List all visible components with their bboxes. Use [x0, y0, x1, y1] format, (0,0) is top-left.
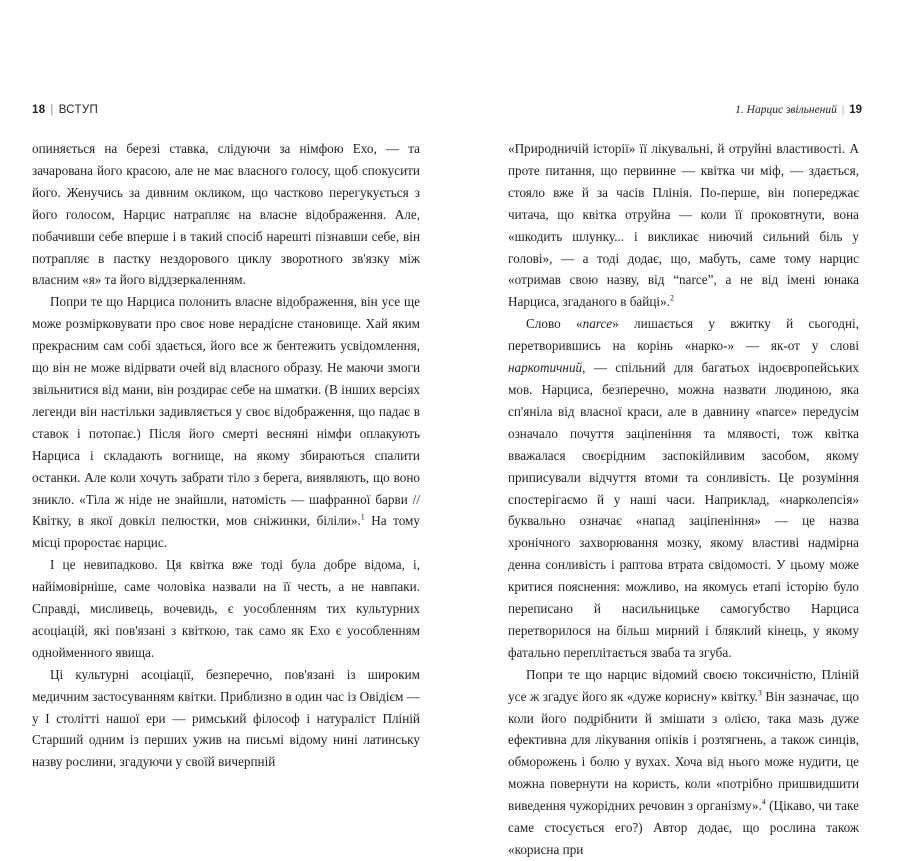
paragraph-text: «Природничій історії» її лікувальні, й отруйні властивості. А проте питання, що первинне — квітка чи міф, — здається, стояло вже й за часів Плінія. По-перше, він попереджає читача, що квітка отруйна — коли її проковтнути, вона «шкодить шлунку... і викликає ниючий сильний біль у голові», — а тоді додає, що, мабуть, саме тому нарцис «отримав свою назву, від “narce”, а не від імені юнака Нарциса, згаданого в байці».: [508, 141, 859, 310]
chapter-title: 1. Нарцис звільнений: [735, 104, 837, 116]
paragraph: І це невипадково. Ця квітка вже тоді була добре відома, і, найімовірніше, саме чоловіка назвали на її честь, а не навпаки. Справді, мисливець, вочевидь, є уособленням тих культурних асоціацій, які пов'язані з квіткою, так само як Ехо є уособленням однойменного явища.: [32, 557, 420, 660]
left-body-text: [32, 138, 420, 773]
paragraph-text: , — спільний для багатьох індоєвропейських мов. Нарциса, безперечно, можна назвати людиною, яка сп'яніла від власної краси, але в давнину «narce» передусім означало почуття заціпеніння та млявості, тож квітка вважалася своєрідним заспокійливим засобом, якому приписували відчуття втоми та сонливість. Це розуміння спостерігаємо й у наші часи. Наприклад, «нарколепсія» буквально означає «напад заціпеніння» — це назва хронічного захворювання мозку, якому властиві надмірна денна сонливість і раптова втрата свідомості. У цьому може критися пояснення: можливо, на якомусь етапі історію було переписано й насильницьке самогубство Нарциса перетворилося на більш мирний і бляклий кінець, у якому фатально переплітається звабa та згуба.: [508, 360, 859, 660]
paragraph-text: (Цікаво, чи таке саме стосується его?) Автор додає, що рослина також «корисна при: [508, 798, 859, 857]
italic-term: наркотичний: [508, 360, 583, 376]
paragraph-text: Він зазначає, що коли його подрібнити й змішати з олією, така мазь дуже ефективна для лікування опіків і розтягнень, а також синців, обморожень і болю у вухах. Хоча від нього може нудити, це можна повернути на користь, коли «потрібно пришвидшити виведення чужорідних речовин з організму».: [508, 688, 859, 814]
paragraph-text: На тому місці проростає нарцис.: [32, 513, 420, 551]
header-separator: |: [841, 104, 845, 116]
section-title: ВСТУП: [58, 104, 99, 116]
page-number: 19: [849, 104, 862, 116]
left-running-header: [32, 103, 98, 117]
paragraph: [32, 291, 420, 554]
paragraph-text: Слово «: [526, 316, 583, 332]
paragraph-text: Попри те що Нарциса полонить власне відображення, він усе ще може розмірковувати про своє нове нерадісне становище. Хай яким прекрасним сам собі здається, його все ж бентежить усвідомлення, що він не може відірвати очей від власного образу. Не маючи змоги звільнитися від мани, він роздирає себе на шматки. (В інших версіях легенди він настільки задивляється у своє відображення, що падає в ставок і потопає.) Після його смерті весняні німфи оплакують Нарциса і складають вогнище, на якому збираються спалити останки. Але коли хочуть забрати тіло з берега, виявляють, що воно зникло. «Тіла ж ніде не знайшли, натомість — шафранної барви // Квітку, в якої довкіл пелюстки, мов сніжинки, біліли».: [32, 294, 420, 529]
paragraph: опиняється на березі ставка, слідуючи за німфою Ехо, — та зачарована його красою, але не має власного голосу, щоб спокусити його. Женучись за дивним окликом, що частково перегукується з його голосом, Нарцис натрапляє на власне відображення. Але, побачивши себе вперше і в такий спосіб нарешті пізнавши себе, він потрапляє в пастку нездорового циклу зворотного зв'язку між власним «я» та його віддзеркаленням.: [32, 141, 420, 288]
footnote-marker: 1: [360, 513, 365, 523]
header-separator: |: [50, 104, 54, 116]
footnote-marker: 2: [669, 293, 674, 303]
paragraph-text: » лишається у вжитку й сьогодні, перетворившись на корінь «нарко-» — як-от у слові: [508, 316, 860, 354]
footnote-marker: 4: [761, 797, 766, 807]
italic-term: narce: [582, 316, 613, 332]
left-page: [0, 0, 450, 817]
paragraph-text: Попри те що нарцис відомий своєю токсичністю, Пліній усе ж згадує його як «дуже корисну» квітку.: [508, 666, 859, 704]
footnote-marker: 3: [757, 688, 762, 698]
right-body-text: [508, 138, 859, 861]
page-number: 18: [32, 104, 46, 116]
paragraph: [508, 313, 859, 664]
paragraph: Ці культурні асоціації, безперечно, пов'язані із широким медичним застосуванням квітки. Приблизно в один час із Овідієм — у І столітті нашої ери — римський філософ і натураліст Пліній Старший одним із перших ужив на письмі відому нині латинську назву рослини, згадуючи у своїй вичерпній: [32, 666, 420, 770]
paragraph: [508, 138, 859, 313]
right-page: [450, 0, 900, 857]
right-running-header: [735, 103, 862, 117]
paragraph: [508, 664, 859, 861]
